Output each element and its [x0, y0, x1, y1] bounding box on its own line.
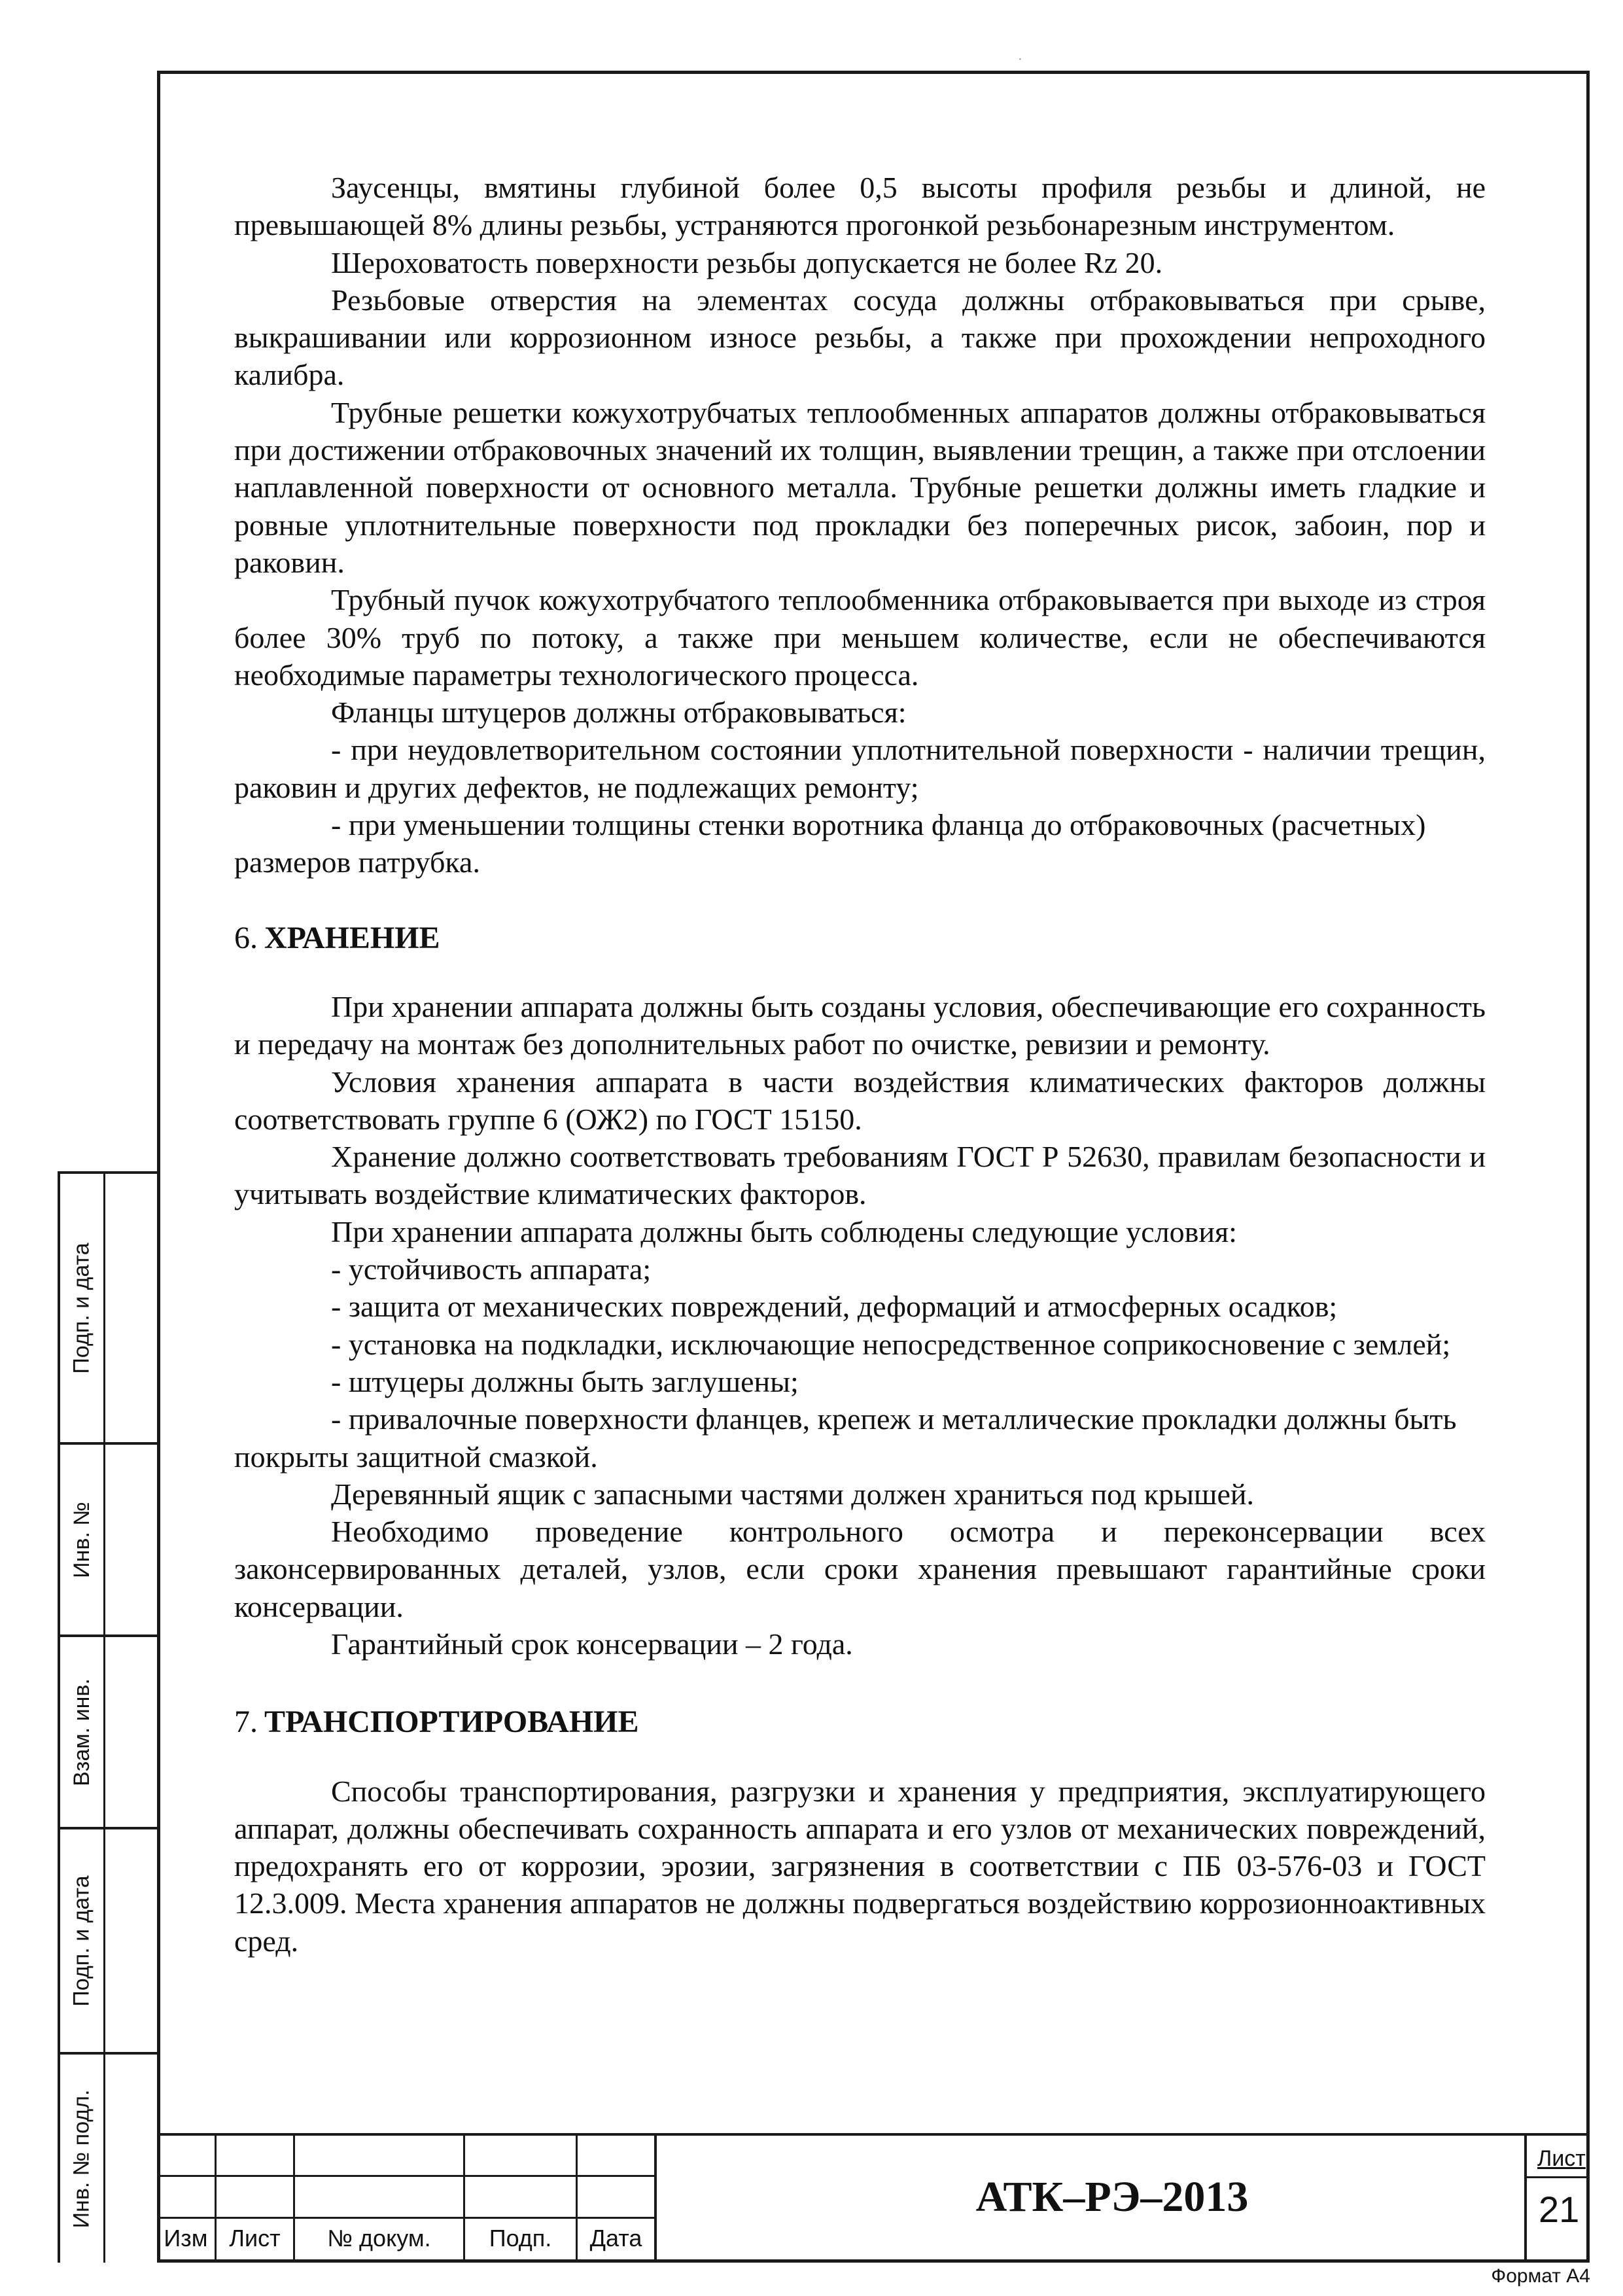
list-item: - при неудовлетворительном состоянии уплотнительной поверхности - наличии трещин, раковин и других дефектов, не подлежащих ремонту; [234, 733, 1486, 804]
paragraph: Шероховатость поверхности резьбы допускается не более Rz 20. [331, 245, 1163, 279]
paragraph: Фланцы штуцеров должны отбраковываться: [331, 696, 907, 730]
paragraph: Трубные решетки кожухотрубчатых теплообменных аппаратов должны отбраковываться при достижении отбраковочных значений их толщин, выявлении трещин, а также при отслоении наплавленной поверхности от основного металла. Трубные решетки должны иметь гладкие и ровные уплотнительные поверхности под прокладки без поперечных рисок, забоин, пор и раковин. [234, 395, 1486, 579]
side-label-podp-data: Подп. и дата [69, 1242, 94, 1374]
list-item: - установка на подкладки, исключающие непосредственное соприкосновение с землей; [331, 1327, 1451, 1361]
list-item: - устойчивость аппарата; [331, 1252, 652, 1286]
section-heading [234, 1703, 1486, 1740]
paragraph: Гарантийный срок консервации – 2 года. [331, 1627, 853, 1661]
paragraph: Необходимо проведение контрольного осмотра и переконсервации всех законсервированных деталей, узлов, если сроки хранения превышают гарантийные сроки консервации. [234, 1515, 1486, 1623]
list-item: - при уменьшении толщины стенки воротника фланца до отбраковочных (расчетных) размеров патрубка. [234, 808, 1426, 879]
paragraph: Деревянный ящик с запасными частями должен храниться под крышей. [331, 1477, 1254, 1511]
paragraph: При хранении аппарата должны быть созданы условия, обеспечивающие его сохранность и передачу на монтаж без дополнительных работ по очистке, ревизии и ремонту. [234, 989, 1486, 1061]
paragraph: Условия хранения аппарата в части воздействия климатических факторов должны соответствовать группе 6 (ОЖ2) по ГОСТ 15150. [234, 1065, 1486, 1136]
format-label: Формат А4 [1491, 2265, 1590, 2287]
section-heading [234, 919, 1486, 957]
sheet-number: 21 [1539, 2189, 1580, 2230]
col-list: Лист [229, 2225, 281, 2252]
list-item: - привалочные поверхности фланцев, крепеж и металлические прокладки должны быть покрыты защитной смазкой. [234, 1402, 1457, 1474]
section-number: 6. [234, 920, 258, 955]
paragraph: Резьбовые отверстия на элементах сосуда должны отбраковываться при срыве, выкрашивании или коррозионном износе резьбы, а также при прохождении непроходного калибра. [234, 283, 1486, 392]
paragraph: Заусенцы, вмятины глубиной более 0,5 высоты профиля резьбы и длиной, не превышающей 8% длины резьбы, устраняются прогонкой резьбонарезным инструментом. [234, 171, 1486, 242]
col-podp: Подп. [489, 2225, 552, 2252]
paragraph: Хранение должно соответствовать требованиям ГОСТ Р 52630, правилам безопасности и учитывать воздействие климатических факторов. [234, 1140, 1486, 1211]
paragraph: При хранении аппарата должны быть соблюдены следующие условия: [331, 1214, 1237, 1248]
col-izm: Изм [164, 2225, 208, 2252]
side-label-inv-no: Инв. № [69, 1501, 94, 1578]
document-code: АТК–РЭ–2013 [975, 2173, 1249, 2221]
sheet-label: Лист [1537, 2146, 1586, 2171]
title-block [157, 2133, 1590, 2263]
paragraph: Трубный пучок кожухотрубчатого теплообменника отбраковывается при выходе из строя более 30% труб по потоку, а также при меньшем количестве, если не обеспечиваются необходимые параметры технологического процесса. [234, 583, 1486, 692]
section-number: 7. [234, 1704, 258, 1740]
paragraph: Способы транспортирования, разгрузки и хранения у предприятия, эксплуатирующего аппарат, должны обеспечивать сохранность аппарата и его узлов от механических повреждений, предохранять его от коррозии, эрозии, загрязнения в соответствии с ПБ 03-576-03 и ГОСТ 12.3.009. Места хранения аппаратов не должны подвергаться воздействию коррозионноактивных сред. [234, 1774, 1486, 1958]
list-item: - штуцеры должны быть заглушены; [331, 1364, 799, 1398]
section-title: ХРАНЕНИЕ [264, 920, 440, 955]
scan-speck: · [1018, 52, 1022, 67]
side-label-inv-no-podl: Инв. № подл. [69, 2089, 94, 2228]
col-data: Дата [589, 2225, 642, 2252]
side-stamp [58, 1171, 157, 2263]
side-label-podp-data-2: Подп. и дата [69, 1875, 94, 2007]
list-item: - защита от механических повреждений, деформаций и атмосферных осадков; [331, 1290, 1338, 1324]
side-label-vzam-inv: Взам. инв. [69, 1678, 94, 1786]
section-title: ТРАНСПОРТИРОВАНИЕ [264, 1704, 639, 1740]
col-doc: № докум. [327, 2225, 431, 2252]
document-body [234, 169, 1486, 1960]
